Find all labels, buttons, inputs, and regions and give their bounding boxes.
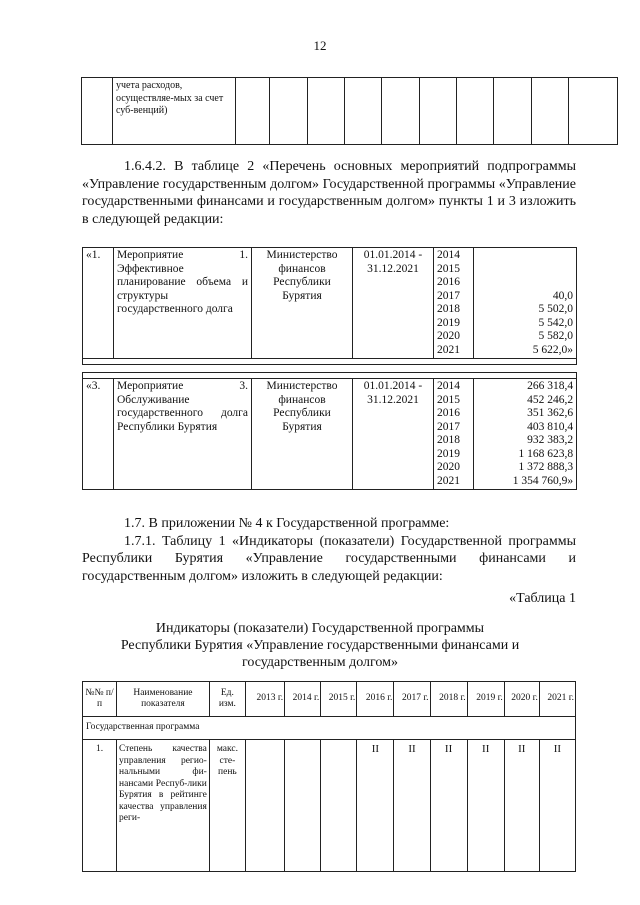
page-number: 12 [313, 38, 327, 53]
row-value: II [504, 740, 539, 872]
table-caption: «Таблица 1 [509, 591, 576, 606]
year: 2021 [437, 474, 460, 487]
header-unit: Ед. изм. [209, 682, 245, 717]
measure-1-table [82, 247, 577, 365]
header-year: 2016 г. [357, 682, 394, 717]
fragment-cell [457, 78, 494, 145]
value: 452 246,2 [527, 393, 574, 406]
header-year: 2013 г. [245, 682, 284, 717]
value: 5 582,0 [538, 330, 573, 342]
value [477, 276, 573, 290]
indicators-table [82, 681, 576, 872]
value: 1 372 888,3 [518, 461, 574, 473]
fragment-text: учета расходов, осуществляе-мых за счет суб-венций) [113, 78, 236, 145]
fragment-cell [345, 78, 382, 145]
row-value: II [394, 740, 430, 872]
header-year: 2019 г. [467, 682, 504, 717]
value: 266 318,4 [527, 380, 574, 392]
year: 2020 [437, 461, 460, 473]
row-num: 1. [83, 740, 117, 872]
fragment-cell [494, 78, 532, 145]
measure-name: Мероприятие 1. Эффективное планирование объема и структуры государственного долга [114, 248, 252, 359]
row-value: II [357, 740, 394, 872]
year: 2018 [437, 303, 460, 315]
section-row: Государственная программа [83, 717, 576, 740]
year: 2016 [437, 407, 460, 419]
measure-years [434, 248, 474, 359]
fragment-cell [382, 78, 420, 145]
paragraph-1-6-4-2 [82, 158, 576, 228]
header-year: 2020 г. [504, 682, 539, 717]
year: 2017 [437, 289, 460, 302]
header-year: 2021 г. [539, 682, 575, 717]
fragment-cell [420, 78, 457, 145]
row-value: II [467, 740, 504, 872]
previous-table-fragment [81, 77, 618, 145]
value [477, 263, 573, 277]
year: 2021 [437, 343, 460, 356]
year: 2016 [437, 276, 460, 288]
year: 2019 [437, 316, 460, 329]
measure-number: «3. [83, 379, 114, 490]
paragraph-1-7 [82, 515, 576, 585]
measure-executor: Министерство финансов Республики Бурятия [252, 379, 353, 490]
indicators-title [0, 620, 640, 671]
value: 5 542,0 [538, 316, 573, 329]
value: 1 168 623,8 [518, 447, 574, 460]
header-year: 2018 г. [430, 682, 467, 717]
year: 2017 [437, 420, 460, 433]
year: 2014 [437, 249, 460, 261]
measure-values [474, 248, 577, 359]
value: 351 362,6 [527, 407, 574, 419]
value [477, 249, 573, 263]
row-unit: макс. сте-пень [209, 740, 245, 872]
header-year: 2017 г. [394, 682, 430, 717]
header-year: 2015 г. [321, 682, 357, 717]
measure-name: Мероприятие 3. Обслуживание государственного долга Республики Бурятия [114, 379, 252, 490]
fragment-cell [82, 78, 113, 145]
row-value [245, 740, 284, 872]
value: 403 810,4 [527, 420, 574, 433]
year: 2018 [437, 434, 460, 446]
measure-executor: Министерство финансов Республики Бурятия [252, 248, 353, 359]
paragraph-text: 1.7.1. Таблицу 1 «Индикаторы (показатели) Государственной программы Республики Бурятия «Управление государственными финансами и государственным долгом» изложить в следующей редакции: [82, 533, 576, 584]
row-value [321, 740, 357, 872]
header-num: №№ п/п [83, 682, 117, 717]
fragment-cell [308, 78, 345, 145]
year: 2015 [437, 393, 460, 406]
title-line: Индикаторы (показатели) Государственной программы [155, 621, 485, 636]
value: 5 622,0» [532, 343, 573, 356]
row-value: II [430, 740, 467, 872]
year: 2015 [437, 262, 460, 275]
measure-3-table [82, 372, 577, 490]
title-line: государственным долгом» [242, 655, 398, 670]
fragment-cell [236, 78, 270, 145]
paragraph-text: 1.6.4.2. В таблице 2 «Перечень основных мероприятий подпрограммы «Управление государственным долгом» Государственной программы «Управление государственными финансами и государственным долгом» пункты 1 и 3 изложить в следующей редакции: [82, 159, 576, 227]
value: 1 354 760,9» [512, 474, 574, 487]
value: 932 383,2 [527, 434, 574, 446]
year: 2019 [437, 447, 460, 460]
measure-period: 01.01.2014 - 31.12.2021 [353, 379, 434, 490]
value: 5 502,0 [538, 303, 573, 315]
header-name: Наименование показателя [117, 682, 210, 717]
measure-years [434, 379, 474, 490]
row-value: II [539, 740, 575, 872]
fragment-cell [532, 78, 569, 145]
header-year: 2014 г. [285, 682, 321, 717]
fragment-cell [569, 78, 618, 145]
measure-values [474, 379, 577, 490]
measure-number: «1. [83, 248, 114, 359]
row-name: Степень качества управления регио-нальными фи-нансами Респуб-лики Бурятия в рейтинге качества управления реги- [117, 740, 210, 872]
measure-period: 01.01.2014 - 31.12.2021 [353, 248, 434, 359]
value: 40,0 [552, 289, 573, 302]
year: 2014 [437, 380, 460, 392]
fragment-cell [270, 78, 308, 145]
title-line: Республики Бурятия «Управление государственными финансами и [120, 638, 520, 653]
row-separator [83, 359, 577, 365]
row-value [285, 740, 321, 872]
year: 2020 [437, 330, 460, 342]
paragraph-text: 1.7. В приложении № 4 к Государственной программе: [124, 516, 450, 531]
